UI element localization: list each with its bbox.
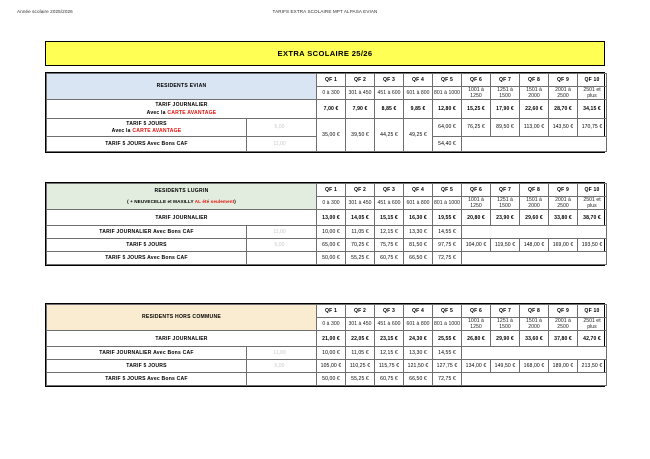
row-label-tarif-journalier	[47, 100, 317, 119]
row-label-main: TARIF JOURNALIER	[155, 102, 208, 108]
qf-range-4: 601 à 800	[404, 318, 433, 331]
qf-header-8: QF 8	[520, 184, 549, 197]
price-cell: 169,00 €	[549, 239, 578, 252]
price-cell: 64,00 €	[433, 118, 462, 137]
row-label-tarif-journalier: TARIF JOURNALIER	[47, 331, 317, 347]
qf-header-9: QF 9	[549, 305, 578, 318]
price-cell: 29,60 €	[520, 210, 549, 226]
price-cell: 119,50 €	[491, 239, 520, 252]
category-title-hors-commune: RESIDENTS HORS COMMUNE	[47, 305, 317, 331]
price-cell: 55,25 €	[346, 373, 375, 386]
qf-header-5: QF 5	[433, 74, 462, 87]
price-cell-merged: 49,25 €	[404, 118, 433, 152]
price-cell: 9,85 €	[404, 100, 433, 119]
qf-range-9: 2001 à 2500	[549, 318, 578, 331]
qf-header-6: QF 6	[462, 74, 491, 87]
empty-cell	[462, 137, 607, 152]
rate-code-cell: 11,00	[247, 137, 317, 152]
empty-cell	[462, 373, 607, 386]
qf-range-8: 1501 à 2000	[520, 87, 549, 100]
qf-header-9: QF 9	[549, 74, 578, 87]
qf-range-5: 801 à 1000	[433, 87, 462, 100]
row-label-tarif-journalier-caf: TARIF JOURNALIER Avec Bons CAF	[47, 347, 247, 360]
price-cell: 104,00 €	[462, 239, 491, 252]
price-cell: 29,90 €	[491, 331, 520, 347]
qf-range-7: 1251 à 1500	[491, 87, 520, 100]
qf-range-1: 0 à 300	[317, 197, 346, 210]
price-cell: 193,50 €	[578, 239, 607, 252]
price-cell: 12,80 €	[433, 100, 462, 119]
price-cell: 148,00 €	[520, 239, 549, 252]
category-subtitle-red: AL été seulement	[194, 199, 235, 205]
price-cell: 11,05 €	[346, 347, 375, 360]
qf-range-5: 801 à 1000	[433, 197, 462, 210]
qf-range-2: 301 à 450	[346, 318, 375, 331]
table-row	[47, 252, 607, 265]
price-cell: 113,00 €	[520, 118, 549, 137]
price-cell: 13,00 €	[317, 210, 346, 226]
rate-code-cell: 11,00	[247, 347, 317, 360]
row-label-main: TARIF 5 JOURS	[126, 120, 167, 127]
empty-cell	[462, 226, 607, 239]
row-label-tarif-5-jours-caf: TARIF 5 JOURS Avec Bons CAF	[47, 373, 247, 386]
qf-header-5: QF 5	[433, 305, 462, 318]
price-cell: 213,50 €	[578, 360, 607, 373]
qf-header-7: QF 7	[491, 184, 520, 197]
category-title-evian: RESIDENTS EVIAN	[47, 74, 317, 100]
price-cell: 28,70 €	[549, 100, 578, 119]
price-cell: 33,60 €	[520, 331, 549, 347]
qf-header-6: QF 6	[462, 184, 491, 197]
qf-header-6: QF 6	[462, 305, 491, 318]
table-row	[47, 331, 607, 347]
price-cell: 10,00 €	[317, 347, 346, 360]
row-label-tarif-5-jours-caf: TARIF 5 JOURS Avec Bons CAF	[47, 252, 247, 265]
qf-range-10: 2501 et plus	[578, 87, 607, 100]
price-cell: 13,30 €	[404, 226, 433, 239]
price-cell: 25,55 €	[433, 331, 462, 347]
qf-range-10: 2501 et plus	[578, 197, 607, 210]
price-cell: 134,00 €	[462, 360, 491, 373]
price-cell: 168,00 €	[520, 360, 549, 373]
price-cell: 7,90 €	[346, 100, 375, 119]
price-cell: 70,25 €	[346, 239, 375, 252]
price-table-lugrin	[45, 182, 605, 266]
qf-header-7: QF 7	[491, 305, 520, 318]
qf-range-3: 451 à 600	[375, 87, 404, 100]
row-label-tarif-journalier: TARIF JOURNALIER	[47, 210, 317, 226]
price-cell: 14,05 €	[346, 210, 375, 226]
table-header-row	[47, 305, 607, 318]
qf-range-3: 451 à 600	[375, 197, 404, 210]
rate-code-cell: 5,00	[247, 239, 317, 252]
table-row	[47, 118, 607, 137]
price-cell: 60,75 €	[375, 373, 404, 386]
price-cell: 149,50 €	[491, 360, 520, 373]
qf-header-9: QF 9	[549, 184, 578, 197]
qf-header-1: QF 1	[317, 184, 346, 197]
qf-range-4: 601 à 800	[404, 197, 433, 210]
price-cell: 7,00 €	[317, 100, 346, 119]
price-cell: 75,75 €	[375, 239, 404, 252]
price-cell: 26,80 €	[462, 331, 491, 347]
price-cell: 22,05 €	[346, 331, 375, 347]
price-cell-merged: 44,25 €	[375, 118, 404, 152]
price-cell: 38,70 €	[578, 210, 607, 226]
table-row	[47, 347, 607, 360]
price-cell: 15,15 €	[375, 210, 404, 226]
price-cell: 10,00 €	[317, 226, 346, 239]
rate-code-cell: 5,00	[247, 118, 317, 137]
qf-header-7: QF 7	[491, 74, 520, 87]
price-cell: 23,15 €	[375, 331, 404, 347]
qf-header-10: QF 10	[578, 74, 607, 87]
price-cell: 54,40 €	[433, 137, 462, 152]
price-cell: 12,15 €	[375, 226, 404, 239]
qf-header-10: QF 10	[578, 305, 607, 318]
price-cell: 37,80 €	[549, 331, 578, 347]
qf-header-1: QF 1	[317, 305, 346, 318]
price-cell: 110,25 €	[346, 360, 375, 373]
qf-header-2: QF 2	[346, 305, 375, 318]
price-cell: 127,75 €	[433, 360, 462, 373]
row-label-tarif-5-jours: TARIF 5 JOURS	[47, 360, 247, 373]
category-subtitle-prefix: ( + NEUVECELLE et MAXILLY	[127, 199, 195, 205]
qf-range-5: 801 à 1000	[433, 318, 462, 331]
table-row	[47, 373, 607, 386]
row-label-tarif-5-jours-caf: TARIF 5 JOURS Avec Bons CAF	[47, 137, 247, 152]
qf-range-7: 1251 à 1500	[491, 318, 520, 331]
qf-range-10: 2501 et plus	[578, 318, 607, 331]
price-cell: 8,85 €	[375, 100, 404, 119]
table-header-row	[47, 74, 607, 87]
price-cell: 11,05 €	[346, 226, 375, 239]
price-cell: 121,50 €	[404, 360, 433, 373]
price-cell: 16,30 €	[404, 210, 433, 226]
category-subtitle-suffix: )	[234, 199, 236, 205]
price-cell: 105,00 €	[317, 360, 346, 373]
rate-code-cell	[247, 373, 317, 386]
price-cell: 13,30 €	[404, 347, 433, 360]
price-cell: 22,60 €	[520, 100, 549, 119]
price-cell: 89,50 €	[491, 118, 520, 137]
qf-header-8: QF 8	[520, 305, 549, 318]
row-label-tarif-5-jours: TARIF 5 JOURS	[47, 239, 247, 252]
qf-header-4: QF 4	[404, 74, 433, 87]
table-row	[47, 100, 607, 119]
rate-code-cell: 5,00	[247, 360, 317, 373]
empty-cell	[462, 252, 607, 265]
qf-header-4: QF 4	[404, 184, 433, 197]
price-cell: 115,75 €	[375, 360, 404, 373]
row-label-secondary	[52, 110, 311, 116]
price-table-evian	[45, 72, 605, 153]
qf-range-1: 0 à 300	[317, 318, 346, 331]
qf-header-4: QF 4	[404, 305, 433, 318]
price-cell: 20,80 €	[462, 210, 491, 226]
main-title-banner	[45, 41, 605, 66]
price-table-hors-commune	[45, 303, 605, 387]
table-row	[47, 239, 607, 252]
qf-header-2: QF 2	[346, 184, 375, 197]
qf-range-7: 1251 à 1500	[491, 197, 520, 210]
qf-header-3: QF 3	[375, 305, 404, 318]
qf-range-6: 1001 à 1250	[462, 87, 491, 100]
price-cell: 76,25 €	[462, 118, 491, 137]
row-label-prefix: Avec la	[146, 109, 168, 116]
price-cell: 72,75 €	[433, 252, 462, 265]
row-label-secondary	[52, 128, 241, 134]
price-cell: 66,50 €	[404, 373, 433, 386]
qf-header-3: QF 3	[375, 74, 404, 87]
price-cell-merged: 35,00 €	[317, 118, 346, 152]
price-cell: 170,75 €	[578, 118, 607, 137]
price-cell: 14,55 €	[433, 226, 462, 239]
qf-range-3: 451 à 600	[375, 318, 404, 331]
price-cell: 50,00 €	[317, 373, 346, 386]
carte-avantage-text: CARTE AVANTAGE	[167, 109, 217, 116]
rate-code-cell: 11,00	[247, 226, 317, 239]
qf-range-2: 301 à 450	[346, 197, 375, 210]
qf-range-9: 2001 à 2500	[549, 197, 578, 210]
price-cell: 12,15 €	[375, 347, 404, 360]
qf-range-9: 2001 à 2500	[549, 87, 578, 100]
price-cell: 14,55 €	[433, 347, 462, 360]
price-cell: 15,25 €	[462, 100, 491, 119]
price-cell: 23,90 €	[491, 210, 520, 226]
table-row	[47, 360, 607, 373]
qf-header-2: QF 2	[346, 74, 375, 87]
price-cell: 55,25 €	[346, 252, 375, 265]
price-cell: 19,55 €	[433, 210, 462, 226]
qf-range-1: 0 à 300	[317, 87, 346, 100]
price-cell: 60,75 €	[375, 252, 404, 265]
qf-header-10: QF 10	[578, 184, 607, 197]
main-title-text: EXTRA SCOLAIRE 25/26	[277, 49, 373, 58]
row-label-tarif-5-jours	[47, 118, 247, 137]
price-cell: 72,75 €	[433, 373, 462, 386]
carte-avantage-text: CARTE AVANTAGE	[132, 128, 182, 134]
table-header-row	[47, 184, 607, 197]
qf-header-3: QF 3	[375, 184, 404, 197]
price-cell: 65,00 €	[317, 239, 346, 252]
price-cell: 66,50 €	[404, 252, 433, 265]
price-cell: 24,30 €	[404, 331, 433, 347]
qf-range-4: 601 à 800	[404, 87, 433, 100]
category-title-lugrin	[47, 184, 317, 210]
qf-range-6: 1001 à 1250	[462, 318, 491, 331]
price-cell: 50,00 €	[317, 252, 346, 265]
qf-header-8: QF 8	[520, 74, 549, 87]
price-cell: 97,75 €	[433, 239, 462, 252]
qf-range-8: 1501 à 2000	[520, 318, 549, 331]
price-cell: 21,00 €	[317, 331, 346, 347]
price-cell: 34,15 €	[578, 100, 607, 119]
empty-cell	[462, 347, 607, 360]
price-cell: 33,80 €	[549, 210, 578, 226]
table-row	[47, 210, 607, 226]
qf-range-2: 301 à 450	[346, 87, 375, 100]
qf-header-1: QF 1	[317, 74, 346, 87]
category-subtitle	[51, 198, 312, 205]
table-row	[47, 226, 607, 239]
category-title-main: RESIDENTS LUGRIN	[154, 187, 209, 194]
document-header-line	[0, 9, 650, 21]
rate-code-cell	[247, 252, 317, 265]
price-cell-merged: 39,50 €	[346, 118, 375, 152]
qf-range-6: 1001 à 1250	[462, 197, 491, 210]
school-year-label: Année scolaire 2025/2026	[17, 9, 73, 14]
row-label-prefix: Avec la	[111, 128, 133, 134]
qf-header-5: QF 5	[433, 184, 462, 197]
qf-range-8: 1501 à 2000	[520, 197, 549, 210]
price-cell: 42,70 €	[578, 331, 607, 347]
row-label-tarif-journalier-caf: TARIF JOURNALIER Avec Bons CAF	[47, 226, 247, 239]
price-cell: 17,90 €	[491, 100, 520, 119]
price-cell: 189,00 €	[549, 360, 578, 373]
price-cell: 143,50 €	[549, 118, 578, 137]
document-title-label: TARIFS EXTRA SCOLAIRE MPT ALPASA EVIAN	[272, 9, 378, 14]
price-cell: 81,50 €	[404, 239, 433, 252]
